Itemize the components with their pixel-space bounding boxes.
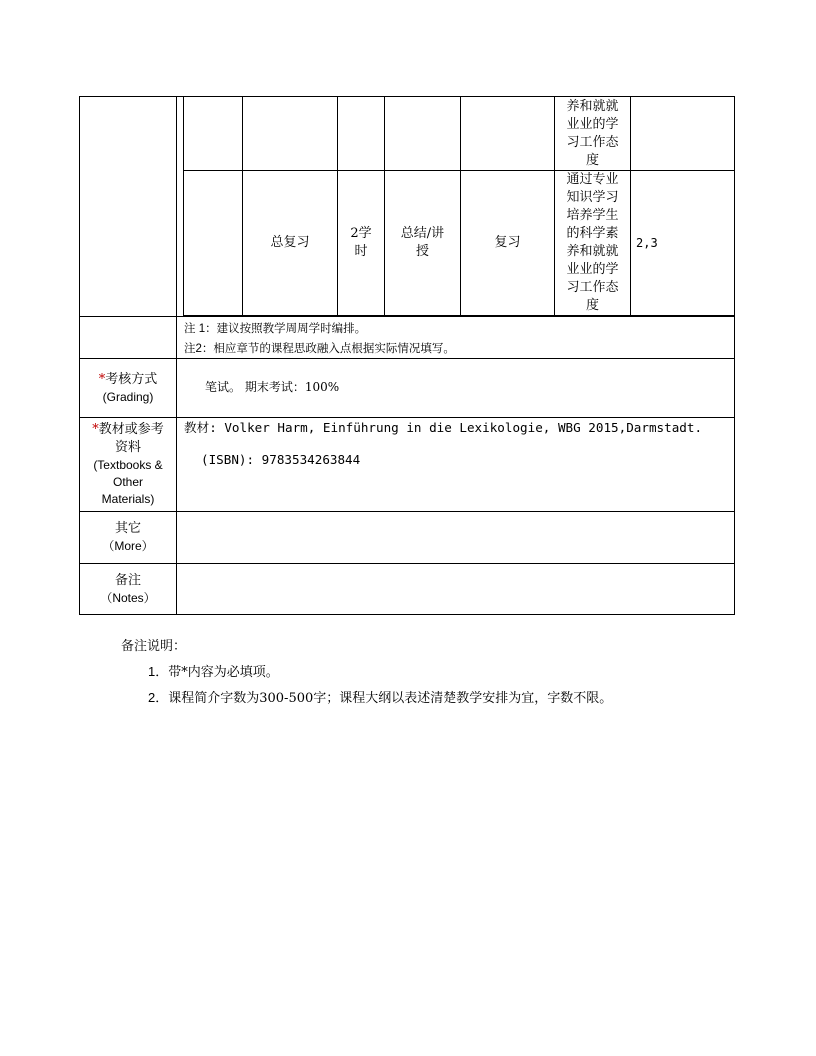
materials-line-2: (ISBN): 9783534263844 [201, 452, 361, 467]
materials-label-en-3: Materials) [101, 492, 155, 506]
review-topic-cell [243, 171, 337, 315]
notes-label-cn: 备注 [114, 572, 141, 588]
footer-item-text: 带*内容为必填项。 [168, 665, 279, 680]
grading-label-cell [80, 359, 176, 417]
review-hours-line: 2学 [350, 226, 372, 241]
row1-outcome-line: 养和就就 [566, 98, 619, 114]
review-objectives: 2,3 [636, 235, 658, 250]
schedule-note-1: 注 1：建议按照教学周周学时编排。 [184, 323, 367, 335]
review-outcome-line: 通过专业 [566, 172, 619, 187]
review-outcome-line: 度 [585, 298, 599, 313]
footer-item-2 [148, 689, 612, 708]
review-hours-cell [338, 171, 384, 315]
review-outcome-line: 的科学素 [566, 226, 619, 241]
review-type: 复习 [494, 235, 521, 250]
materials-label-en-1: (Textbooks & [93, 458, 163, 472]
review-outcome-line: 知识学习 [566, 190, 619, 205]
review-method-line: 授 [415, 244, 429, 259]
more-label-cell [80, 512, 176, 563]
materials-label-cell [80, 418, 176, 511]
row1-outcome-line: 度 [585, 152, 599, 168]
more-label-cn: 其它 [114, 521, 141, 536]
materials-text-1: 教材: Volker Harm, Einführung in die Lexikologie, WBG 2015,Darmstadt. [184, 420, 703, 435]
notes-label-cell [80, 564, 176, 614]
grading-label-cn: *考核方式 [98, 371, 158, 387]
schedule-note-2: 注2：相应章节的课程思政融入点根据实际情况填写。 [184, 343, 455, 355]
review-outcome-line: 业业的学 [566, 262, 619, 277]
materials-label-en-2: Other [112, 475, 143, 489]
review-type-cell [461, 171, 554, 315]
footer-item-text: 课程简介字数为300-500字；课程大纲以表述清楚教学安排为宜，字数不限。 [168, 691, 613, 706]
required-star: * [92, 422, 99, 437]
materials-label-cn-2: 资料 [114, 440, 141, 455]
review-method-cell [385, 171, 460, 315]
grading-label-en: (Grading) [102, 389, 154, 404]
review-outcome-cell [555, 171, 630, 315]
footer-item-number: 1． [148, 664, 169, 679]
review-method-line: 总结/讲 [400, 226, 445, 241]
row1-outcome-line: 业业的学 [566, 116, 619, 132]
row1-outcome-line: 习工作态 [566, 134, 619, 150]
footer-item-number: 2． [148, 690, 169, 705]
materials-label-cn: *教材或参考 [92, 422, 164, 437]
more-value-cell[interactable] [177, 512, 734, 563]
review-objectives-cell [636, 171, 734, 315]
row1-outcome-cell [555, 97, 630, 170]
notes-value-cell[interactable] [177, 564, 734, 614]
grading-value: 笔试。 期末考试：100% [205, 380, 340, 394]
footer-item-1 [148, 663, 279, 682]
review-topic: 总复习 [270, 235, 310, 250]
review-outcome-line: 养和就就 [566, 244, 619, 259]
materials-line-1 [184, 418, 702, 439]
more-label-en: （More） [102, 539, 154, 553]
review-hours-line: 时 [354, 244, 368, 259]
review-outcome-line: 培养学生 [566, 208, 619, 223]
required-star: * [98, 371, 106, 387]
notes-label-en: （Notes） [100, 590, 156, 605]
review-outcome-line: 习工作态 [566, 280, 619, 295]
footer-title: 备注说明： [121, 639, 187, 654]
